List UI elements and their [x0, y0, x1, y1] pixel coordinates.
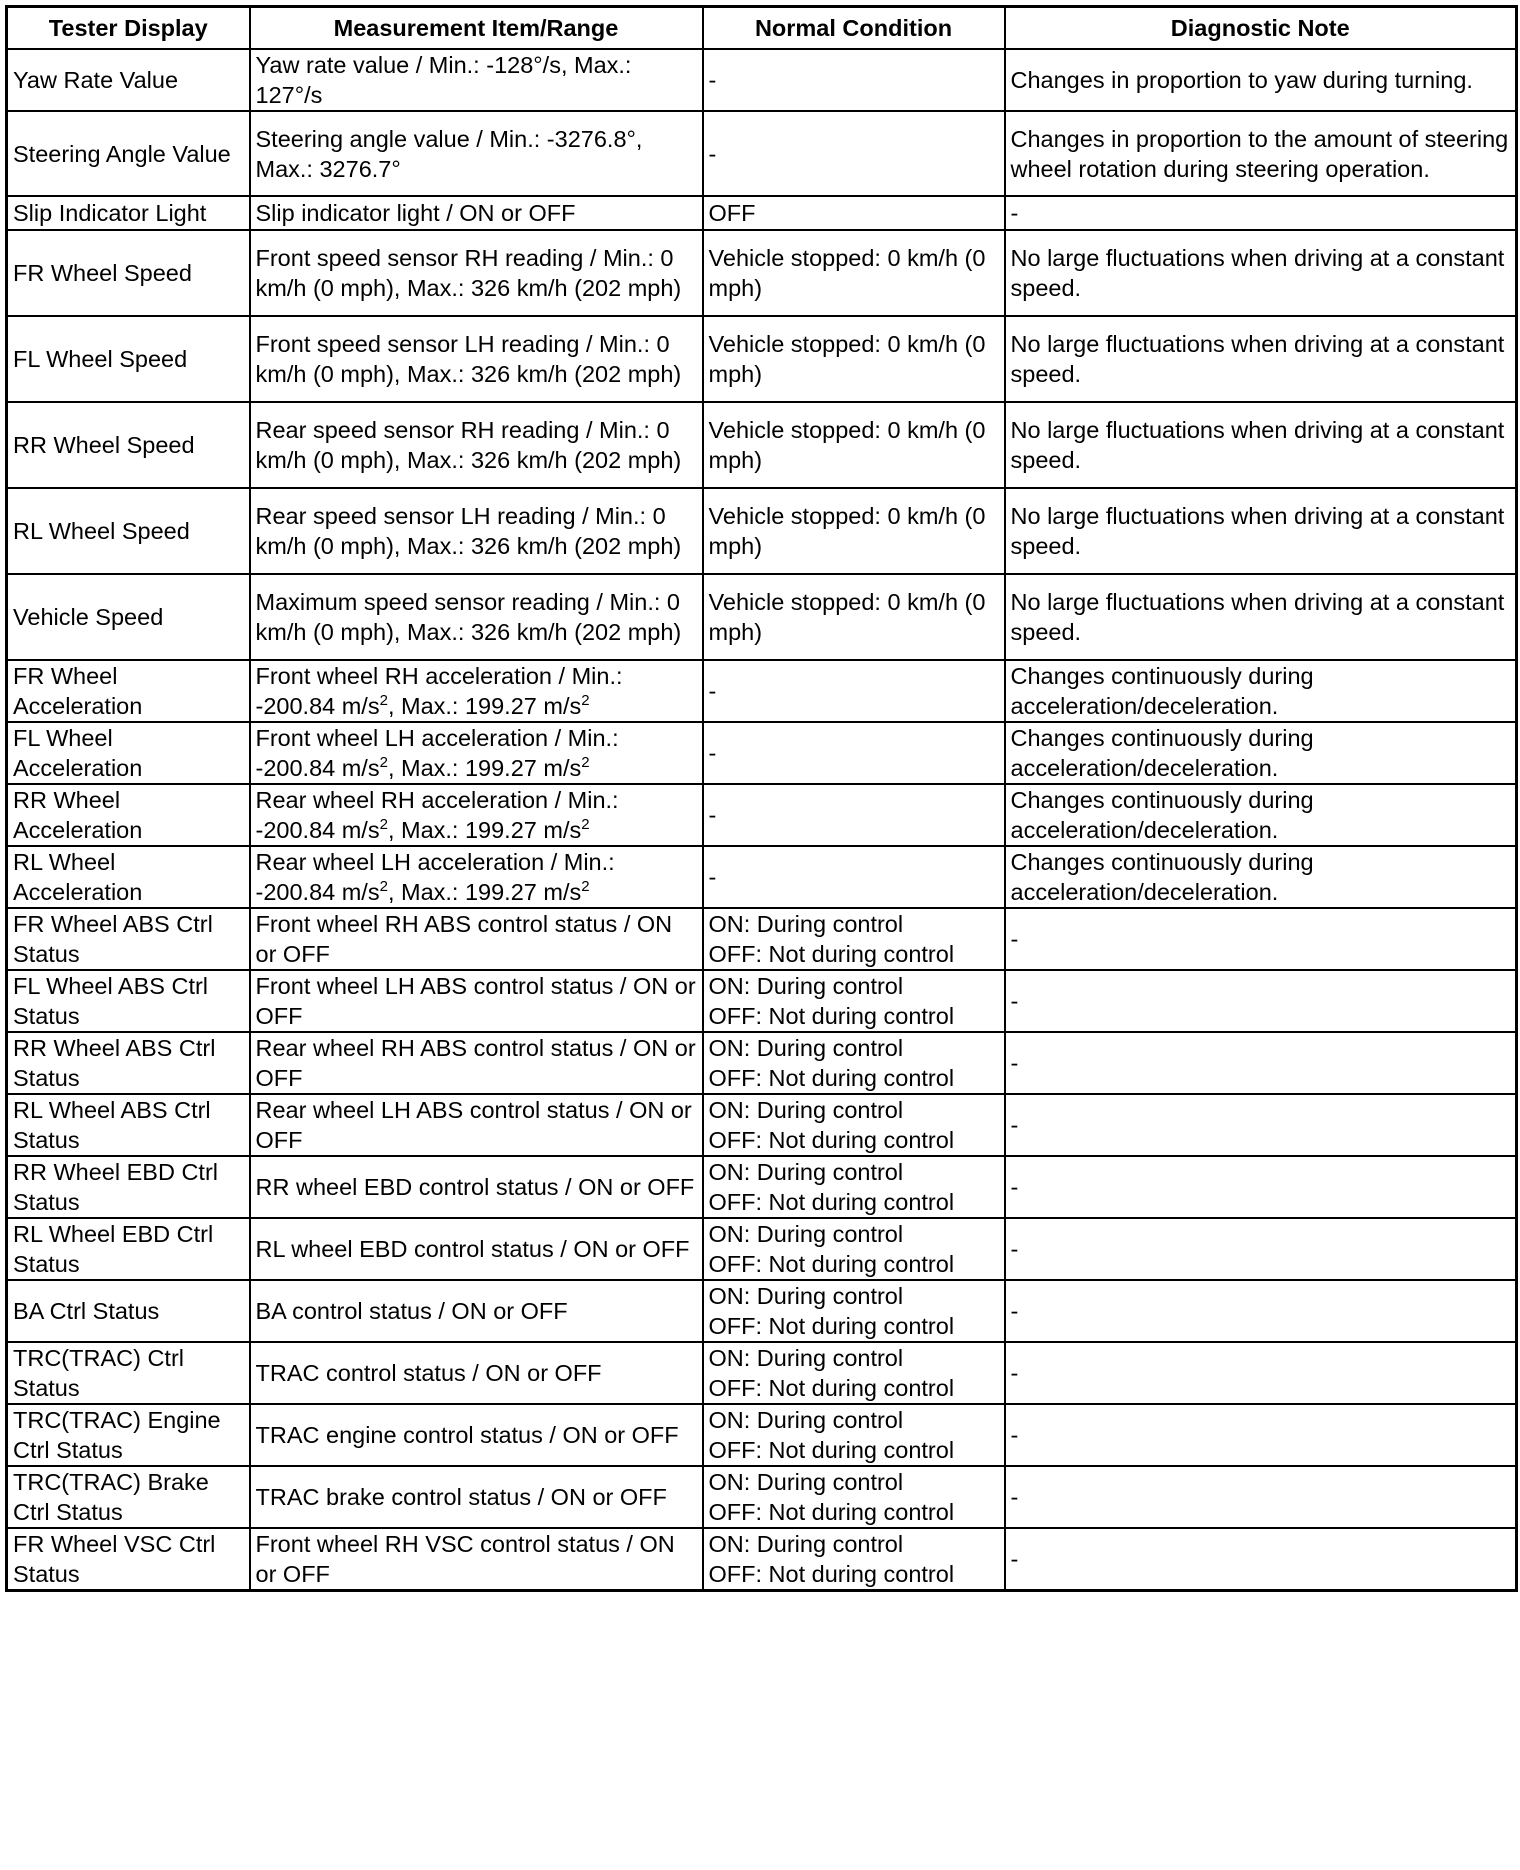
cell-diagnostic-note: No large fluctuations when driving at a constant speed.	[1005, 316, 1517, 402]
cell-measurement-item: Front wheel LH acceleration / Min.: -200.84 $m/s^2$, Max.: 199.27 $m/s^2$	[250, 722, 703, 784]
cell-measurement-item: Front wheel LH ABS control status / ON or OFF	[250, 970, 703, 1032]
table-row	[7, 908, 1517, 970]
cell-diagnostic-note: -	[1005, 196, 1517, 230]
cell-tester-display: FR Wheel ABS Ctrl Status	[7, 908, 250, 970]
table-row	[7, 1466, 1517, 1528]
cell-normal-condition: -	[703, 784, 1005, 846]
cell-measurement-item: Yaw rate value / Min.: -128°/s, Max.: 127°/s	[250, 49, 703, 111]
cell-measurement-item: TRAC engine control status / ON or OFF	[250, 1404, 703, 1466]
cell-tester-display: Steering Angle Value	[7, 111, 250, 196]
cell-tester-display: TRC(TRAC) Brake Ctrl Status	[7, 1466, 250, 1528]
cell-tester-display: TRC(TRAC) Engine Ctrl Status	[7, 1404, 250, 1466]
cell-diagnostic-note: -	[1005, 1094, 1517, 1156]
cell-measurement-item: Front wheel RH acceleration / Min.: -200.84 $m/s^2$, Max.: 199.27 $m/s^2$	[250, 660, 703, 722]
cell-measurement-item: Rear wheel RH ABS control status / ON or OFF	[250, 1032, 703, 1094]
cell-tester-display: Yaw Rate Value	[7, 49, 250, 111]
cell-normal-condition: ON: During control OFF: Not during control	[703, 1280, 1005, 1342]
cell-tester-display: FR Wheel VSC Ctrl Status	[7, 1528, 250, 1591]
cell-normal-condition: Vehicle stopped: 0 km/h (0 mph)	[703, 488, 1005, 574]
cell-measurement-item: Steering angle value / Min.: -3276.8°, Max.: 3276.7°	[250, 111, 703, 196]
table-row	[7, 1156, 1517, 1218]
table-row	[7, 402, 1517, 488]
cell-normal-condition: -	[703, 49, 1005, 111]
cell-diagnostic-note: -	[1005, 1404, 1517, 1466]
cell-normal-condition: Vehicle stopped: 0 km/h (0 mph)	[703, 574, 1005, 660]
cell-tester-display: FL Wheel Speed	[7, 316, 250, 402]
table-row	[7, 196, 1517, 230]
cell-tester-display: Vehicle Speed	[7, 574, 250, 660]
table-row	[7, 111, 1517, 196]
table-row	[7, 1404, 1517, 1466]
cell-diagnostic-note: No large fluctuations when driving at a constant speed.	[1005, 230, 1517, 316]
cell-normal-condition: ON: During control OFF: Not during control	[703, 1218, 1005, 1280]
table-row	[7, 846, 1517, 908]
cell-diagnostic-note: -	[1005, 1528, 1517, 1591]
cell-measurement-item: Front speed sensor LH reading / Min.: 0 km/h (0 mph), Max.: 326 km/h (202 mph)	[250, 316, 703, 402]
cell-measurement-item: RL wheel EBD control status / ON or OFF	[250, 1218, 703, 1280]
cell-normal-condition: ON: During control OFF: Not during control	[703, 1342, 1005, 1404]
cell-diagnostic-note: Changes in proportion to the amount of steering wheel rotation during steering operation.	[1005, 111, 1517, 196]
cell-measurement-item: Rear wheel LH ABS control status / ON or OFF	[250, 1094, 703, 1156]
cell-diagnostic-note: -	[1005, 1156, 1517, 1218]
header-diagnostic-note: Diagnostic Note	[1005, 7, 1517, 50]
header-normal-condition: Normal Condition	[703, 7, 1005, 50]
table-row	[7, 722, 1517, 784]
cell-normal-condition: ON: During control OFF: Not during control	[703, 1156, 1005, 1218]
cell-tester-display: RL Wheel ABS Ctrl Status	[7, 1094, 250, 1156]
cell-tester-display: RL Wheel Speed	[7, 488, 250, 574]
table-row	[7, 784, 1517, 846]
cell-normal-condition: -	[703, 111, 1005, 196]
cell-tester-display: RR Wheel Speed	[7, 402, 250, 488]
cell-diagnostic-note: -	[1005, 970, 1517, 1032]
cell-tester-display: RR Wheel Acceleration	[7, 784, 250, 846]
table-row	[7, 1528, 1517, 1591]
cell-measurement-item: Rear speed sensor RH reading / Min.: 0 km/h (0 mph), Max.: 326 km/h (202 mph)	[250, 402, 703, 488]
cell-diagnostic-note: No large fluctuations when driving at a constant speed.	[1005, 402, 1517, 488]
data-list-table	[5, 5, 1518, 1592]
cell-tester-display: TRC(TRAC) Ctrl Status	[7, 1342, 250, 1404]
cell-measurement-item: Rear speed sensor LH reading / Min.: 0 km/h (0 mph), Max.: 326 km/h (202 mph)	[250, 488, 703, 574]
table-row	[7, 1218, 1517, 1280]
cell-diagnostic-note: -	[1005, 1280, 1517, 1342]
cell-diagnostic-note: Changes in proportion to yaw during turning.	[1005, 49, 1517, 111]
table-body	[7, 49, 1517, 1591]
table-row	[7, 574, 1517, 660]
cell-normal-condition: OFF	[703, 196, 1005, 230]
cell-normal-condition: -	[703, 660, 1005, 722]
cell-normal-condition: Vehicle stopped: 0 km/h (0 mph)	[703, 316, 1005, 402]
cell-tester-display: FR Wheel Speed	[7, 230, 250, 316]
cell-normal-condition: ON: During control OFF: Not during control	[703, 1094, 1005, 1156]
cell-tester-display: Slip Indicator Light	[7, 196, 250, 230]
cell-normal-condition: Vehicle stopped: 0 km/h (0 mph)	[703, 402, 1005, 488]
table-row	[7, 1280, 1517, 1342]
cell-measurement-item: Slip indicator light / ON or OFF	[250, 196, 703, 230]
header-measurement-item: Measurement Item/Range	[250, 7, 703, 50]
cell-measurement-item: Rear wheel LH acceleration / Min.: -200.84 $m/s^2$, Max.: 199.27 $m/s^2$	[250, 846, 703, 908]
cell-diagnostic-note: Changes continuously during acceleration/deceleration.	[1005, 660, 1517, 722]
cell-measurement-item: RR wheel EBD control status / ON or OFF	[250, 1156, 703, 1218]
cell-diagnostic-note: -	[1005, 1466, 1517, 1528]
data-list-table-wrapper	[5, 5, 1518, 1592]
table-row	[7, 1094, 1517, 1156]
cell-tester-display: RR Wheel EBD Ctrl Status	[7, 1156, 250, 1218]
cell-diagnostic-note: -	[1005, 908, 1517, 970]
cell-measurement-item: Rear wheel RH acceleration / Min.: -200.84 $m/s^2$, Max.: 199.27 $m/s^2$	[250, 784, 703, 846]
cell-diagnostic-note: -	[1005, 1342, 1517, 1404]
cell-normal-condition: -	[703, 722, 1005, 784]
table-row	[7, 49, 1517, 111]
header-tester-display: Tester Display	[7, 7, 250, 50]
cell-diagnostic-note: No large fluctuations when driving at a constant speed.	[1005, 488, 1517, 574]
cell-measurement-item: Maximum speed sensor reading / Min.: 0 km/h (0 mph), Max.: 326 km/h (202 mph)	[250, 574, 703, 660]
cell-diagnostic-note: -	[1005, 1032, 1517, 1094]
cell-tester-display: BA Ctrl Status	[7, 1280, 250, 1342]
cell-measurement-item: BA control status / ON or OFF	[250, 1280, 703, 1342]
cell-normal-condition: ON: During control OFF: Not during control	[703, 1404, 1005, 1466]
table-row	[7, 970, 1517, 1032]
cell-tester-display: RL Wheel EBD Ctrl Status	[7, 1218, 250, 1280]
cell-measurement-item: Front wheel RH ABS control status / ON or OFF	[250, 908, 703, 970]
cell-tester-display: RL Wheel Acceleration	[7, 846, 250, 908]
cell-measurement-item: Front wheel RH VSC control status / ON or OFF	[250, 1528, 703, 1591]
cell-tester-display: FR Wheel Acceleration	[7, 660, 250, 722]
cell-measurement-item: TRAC brake control status / ON or OFF	[250, 1466, 703, 1528]
cell-measurement-item: Front speed sensor RH reading / Min.: 0 km/h (0 mph), Max.: 326 km/h (202 mph)	[250, 230, 703, 316]
cell-diagnostic-note: Changes continuously during acceleration/deceleration.	[1005, 722, 1517, 784]
cell-normal-condition: ON: During control OFF: Not during control	[703, 1032, 1005, 1094]
table-row	[7, 230, 1517, 316]
cell-normal-condition: -	[703, 846, 1005, 908]
cell-diagnostic-note: No large fluctuations when driving at a constant speed.	[1005, 574, 1517, 660]
table-row	[7, 1342, 1517, 1404]
cell-normal-condition: Vehicle stopped: 0 km/h (0 mph)	[703, 230, 1005, 316]
cell-measurement-item: TRAC control status / ON or OFF	[250, 1342, 703, 1404]
cell-normal-condition: ON: During control OFF: Not during control	[703, 1528, 1005, 1591]
cell-diagnostic-note: Changes continuously during acceleration/deceleration.	[1005, 846, 1517, 908]
table-row	[7, 1032, 1517, 1094]
header-row	[7, 7, 1517, 50]
cell-tester-display: FL Wheel ABS Ctrl Status	[7, 970, 250, 1032]
cell-normal-condition: ON: During control OFF: Not during control	[703, 908, 1005, 970]
cell-tester-display: FL Wheel Acceleration	[7, 722, 250, 784]
cell-diagnostic-note: -	[1005, 1218, 1517, 1280]
cell-diagnostic-note: Changes continuously during acceleration/deceleration.	[1005, 784, 1517, 846]
table-row	[7, 488, 1517, 574]
table-row	[7, 660, 1517, 722]
cell-tester-display: RR Wheel ABS Ctrl Status	[7, 1032, 250, 1094]
cell-normal-condition: ON: During control OFF: Not during control	[703, 970, 1005, 1032]
cell-normal-condition: ON: During control OFF: Not during control	[703, 1466, 1005, 1528]
table-row	[7, 316, 1517, 402]
